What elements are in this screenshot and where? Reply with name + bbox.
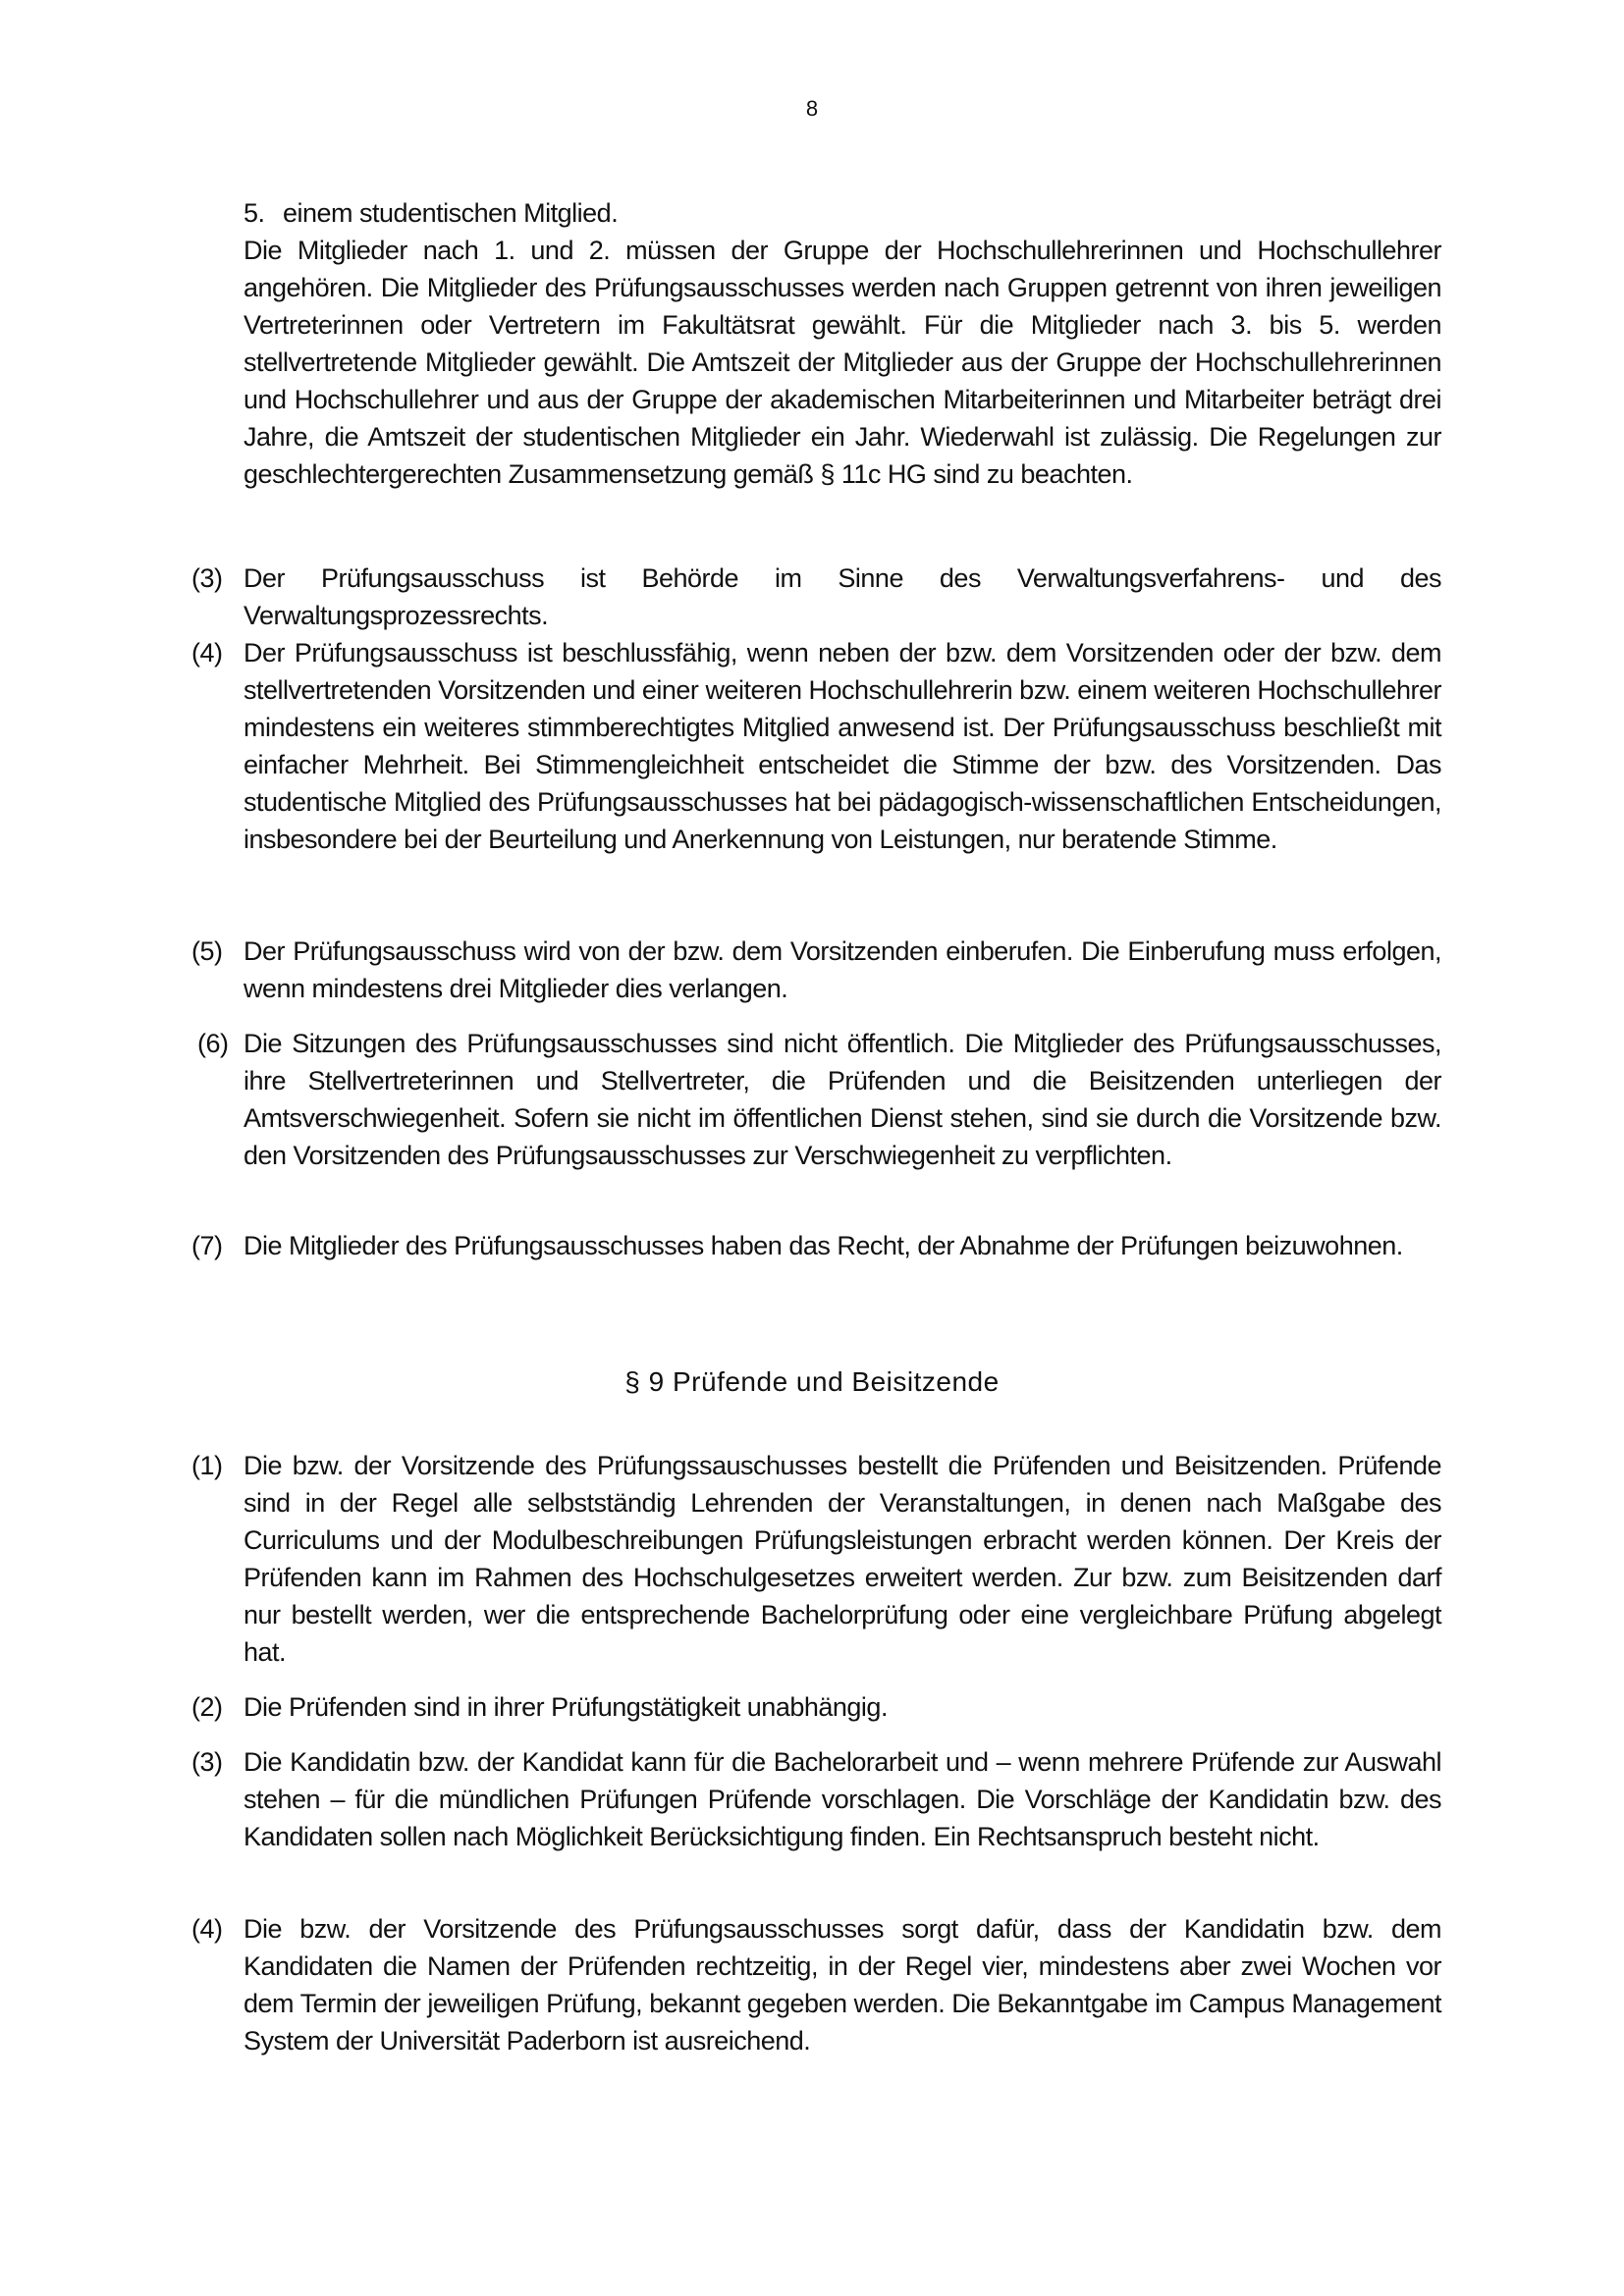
paragraph-9-1 — [191, 1447, 1441, 1671]
paragraph-number: (2) — [191, 1692, 223, 1722]
paragraph-number: (3) — [191, 1747, 223, 1777]
paragraph-8-5 — [191, 933, 1441, 1007]
paragraph-number: (1) — [191, 1451, 223, 1480]
paragraph-number: (3) — [191, 563, 223, 593]
paragraph-text: Der Prüfungsausschuss wird von der bzw. dem Vorsitzenden einberufen. Die Einberufung muss erfolgen, wenn mindestens drei Mitglieder dies verlangen. — [244, 936, 1441, 1003]
paragraph-9-2 — [191, 1688, 1441, 1726]
paragraph-8-6 — [197, 1025, 1447, 1174]
paragraph-8-7 — [191, 1227, 1441, 1264]
intro-paragraph: Die Mitglieder nach 1. und 2. müssen der Gruppe der Hochschullehrerinnen und Hochschullehrer angehören. Die Mitglieder des Prüfungsausschusses werden nach Gruppen getrennt von ihren jeweiligen Vertreterinnen oder Vertretern im Fakultätsrat gewählt. Für die Mitglieder nach 3. bis 5. werden stellvertretende Mitglieder gewählt. Die Amtszeit der Mitglieder aus der Gruppe der Hochschullehrerinnen und Hochschullehrer und aus der Gruppe der akademischen Mitarbeiterinnen und Mitarbeiter beträgt drei Jahre, die Amtszeit der studentischen Mitglieder ein Jahr. Wiederwahl ist zulässig. Die Regelungen zur geschlechtergerechten Zusammensetzung gemäß § 11c HG sind zu beachten. — [244, 236, 1441, 489]
paragraph-number: (4) — [191, 1914, 223, 1944]
list-item-5 — [244, 194, 1441, 232]
paragraph-8-4 — [191, 634, 1441, 858]
paragraph-9-4 — [191, 1910, 1441, 2059]
list-item-number: 5. — [244, 198, 265, 228]
paragraph-text: Die bzw. der Vorsitzende des Prüfungssauschusses bestellt die Prüfenden und Beisitzenden. Prüfende sind in der Regel alle selbstständig Lehrenden der Veranstaltungen, in denen nach Maßgabe des Curriculums und der Modulbeschreibungen Prüfungsleistungen erbracht werden können. Der Kreis der Prüfenden kann im Rahmen des Hochschulgesetzes erweitert werden. Zur bzw. zum Beisitzenden darf nur bestellt werden, wer die entsprechende Bachelorprüfung oder eine vergleichbare Prüfung abgelegt hat. — [244, 1451, 1441, 1667]
paragraph-text: Die Kandidatin bzw. der Kandidat kann für die Bachelorarbeit und – wenn mehrere Prüfende zur Auswahl stehen – für die mündlichen Prüfungen Prüfende vorschlagen. Die Vorschläge der Kandidatin bzw. des Kandidaten sollen nach Möglichkeit Berücksichtigung finden. Ein Rechtsanspruch besteht nicht. — [244, 1747, 1441, 1851]
paragraph-number: (6) — [197, 1029, 229, 1058]
section-heading: § 9 Prüfende und Beisitzende — [624, 1366, 1000, 1397]
paragraph-text: Die Sitzungen des Prüfungsausschusses sind nicht öffentlich. Die Mitglieder des Prüfungsausschusses, ihre Stellvertreterinnen und Stellvertreter, die Prüfenden und die Beisitzenden unterliegen der Amtsverschwiegenheit. Sofern sie nicht im öffentlichen Dienst stehen, sind sie durch die Vorsitzende bzw. den Vorsitzenden des Prüfungsausschusses zur Verschwiegenheit zu verpflichten. — [244, 1029, 1441, 1170]
paragraph-number: (4) — [191, 638, 223, 667]
paragraph-text: Die Prüfenden sind in ihrer Prüfungstätigkeit unabhängig. — [244, 1692, 888, 1722]
paragraph-text: Der Prüfungsausschuss ist Behörde im Sinne des Verwaltungsverfahrens- und des Verwaltungsprozessrechts. — [244, 563, 1441, 630]
paragraph-number: (5) — [191, 936, 223, 966]
paragraph-text: Der Prüfungsausschuss ist beschlussfähig, wenn neben der bzw. dem Vorsitzenden oder der bzw. dem stellvertretenden Vorsitzenden und einer weiteren Hochschullehrerin bzw. einem weiteren Hochschullehrer mindestens ein weiteres stimmberechtigtes Mitglied anwesend ist. Der Prüfungsausschuss beschließt mit einfacher Mehrheit. Bei Stimmengleichheit entscheidet die Stimme der bzw. des Vorsitzenden. Das studentische Mitglied des Prüfungsausschusses hat bei pädagogisch-wissenschaftlichen Entscheidungen, insbesondere bei der Beurteilung und Anerkennung von Leistungen, nur beratende Stimme. — [244, 638, 1441, 854]
paragraph-number: (7) — [191, 1231, 223, 1260]
list-item-text: einem studentischen Mitglied. — [283, 198, 619, 228]
page-number: 8 — [805, 96, 819, 121]
paragraph-text: Die Mitglieder des Prüfungsausschusses haben das Recht, der Abnahme der Prüfungen beizuwohnen. — [244, 1231, 1403, 1260]
paragraph-text: Die bzw. der Vorsitzende des Prüfungsausschusses sorgt dafür, dass der Kandidatin bzw. dem Kandidaten die Namen der Prüfenden rechtzeitig, in der Regel vier, mindestens aber zwei Wochen vor dem Termin der jeweiligen Prüfung, bekannt gegeben werden. Die Bekanntgabe im Campus Management System der Universität Paderborn ist ausreichend. — [244, 1914, 1441, 2056]
paragraph-9-3 — [191, 1743, 1441, 1855]
paragraph-8-3 — [191, 560, 1441, 634]
